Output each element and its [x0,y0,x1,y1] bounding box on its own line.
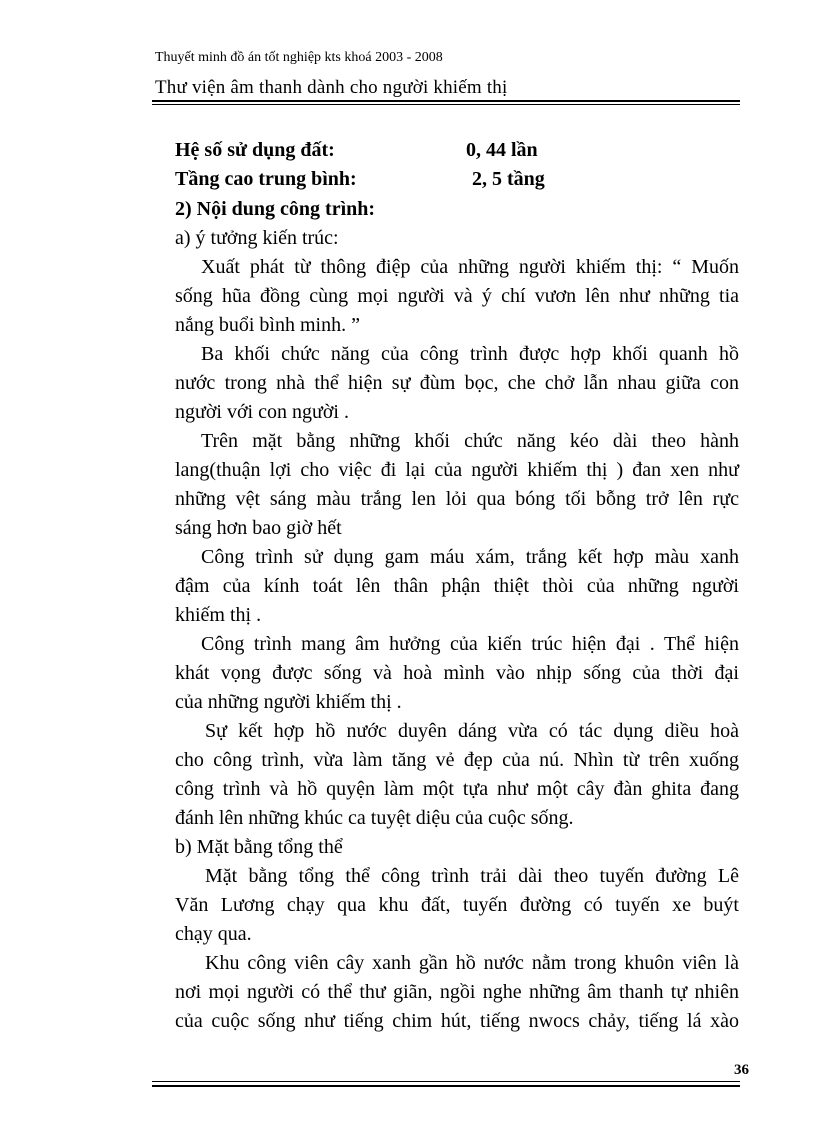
land-use-value: 0, 44 lần [466,139,538,161]
section-2-heading: 2) Nội dung công trình: [175,198,376,220]
body-line: nước trong nhà thể hiện sự đùm bọc, che chở lẫn nhau giữa con [175,372,739,394]
body-line: cho công trình, vừa làm tăng vẻ đẹp của nú. Nhìn từ trên xuống [175,749,739,771]
body-line: Trên mặt bằng những khối chức năng kéo dài theo hành [201,430,739,452]
header-line-1: Thuyết minh đồ án tốt nghiệp kts khoá 2003 - 2008 [155,50,443,65]
subsection-b-heading: b) Mặt bằng tổng thể [175,836,343,858]
body-line: Công trình sử dụng gam máu xám, trắng kết hợp màu xanh [201,546,739,568]
body-line: sống hũa đồng cùng mọi người và ý chí vươn lên như những tia [175,285,739,307]
body-line: của cuộc sống như tiếng chim hút, tiếng nwocs chảy, tiếng lá xào [175,1010,739,1032]
land-use-label: Hệ số sử dụng đất: [175,139,335,161]
body-line: người với con người . [175,401,349,423]
body-line: Ba khối chức năng của công trình được hợp khối quanh hồ [201,343,739,365]
body-line: Khu công viên cây xanh gần hồ nước nằm trong khuôn viên là [205,952,739,974]
body-line: sáng hơn bao giờ hết [175,517,342,539]
body-line: nơi mọi người có thể thư giãn, ngồi nghe những âm thanh tự nhiên [175,981,739,1003]
body-line: đánh lên những khúc ca tuyệt diệu của cuộc sống. [175,807,574,829]
body-line: Văn Lương chạy qua khu đất, tuyến đường có tuyến xe buýt [175,894,739,916]
body-line: khiếm thị . [175,604,262,626]
header-line-2: Thư viện âm thanh dành cho người khiếm thị [155,77,508,98]
body-line: của những người khiếm thị . [175,691,402,713]
body-line: Công trình mang âm hưởng của kiến trúc hiện đại . Thể hiện [201,633,739,655]
footer-rule [152,1081,740,1082]
body-line: Sự kết hợp hồ nước duyên dáng vừa có tác dụng diều hoà [205,720,739,742]
body-line: đậm của kính toát lên thân phận thiệt thòi của những người [175,575,739,597]
body-line: Xuất phát từ thông điệp của những người khiếm thị: “ Muốn [201,256,739,278]
body-line: những vệt sáng màu trắng len lỏi qua bóng tối bỗng trở lên rực [175,488,739,510]
header-rule-thin [152,104,740,105]
avg-floors-value: 2, 5 tầng [472,168,545,190]
body-line: công trình và hồ quyện làm một tựa như một cây đàn ghita đang [175,778,739,800]
footer-rule-thick [152,1085,740,1087]
body-line: chạy qua. [175,923,252,945]
avg-floors-label: Tầng cao trung bình: [175,168,357,190]
body-line: khát vọng được sống và hoà mình vào nhịp sống của thời đại [175,662,739,684]
body-line: nắng buổi bình minh. ” [175,314,360,336]
subsection-a-heading: a) ý tưởng kiến trúc: [175,227,339,249]
body-line: lang(thuận lợi cho việc đi lại của người khiếm thị ) đan xen như [175,459,739,481]
body-line: Mặt bằng tổng thể công trình trải dài theo tuyến đường Lê [205,865,739,887]
page-number: 36 [734,1062,749,1078]
header-rule [152,100,740,102]
